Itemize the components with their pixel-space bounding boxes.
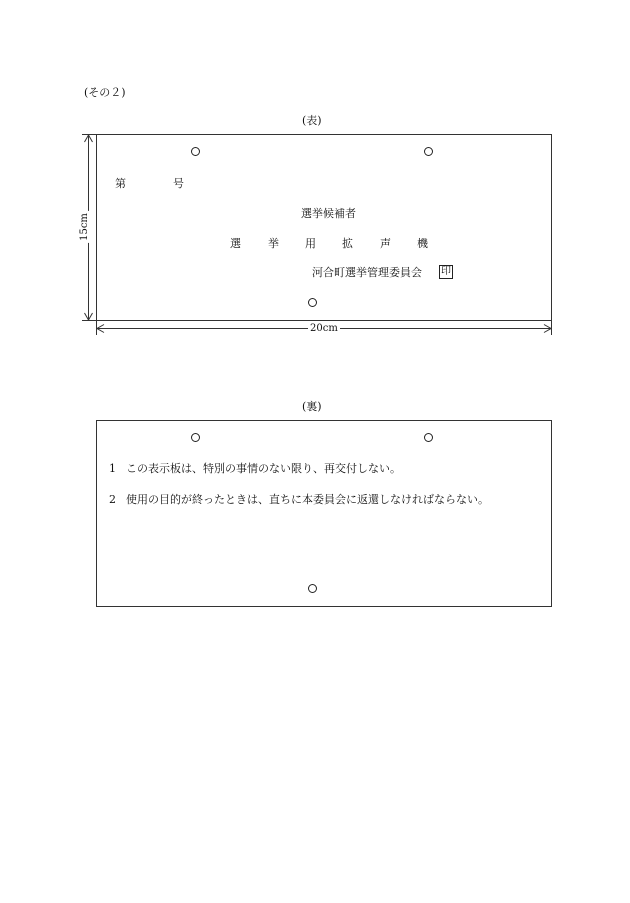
arrow-left-icon bbox=[97, 324, 105, 333]
number-prefix: 第 bbox=[115, 177, 126, 190]
candidate-label: 選挙候補者 bbox=[301, 207, 356, 220]
height-ext-bottom bbox=[82, 320, 96, 321]
title-char: 挙 bbox=[268, 237, 279, 250]
note-number: 2 bbox=[109, 493, 116, 506]
title-char: 拡 bbox=[342, 237, 353, 250]
back-board bbox=[96, 420, 552, 607]
height-dim-label: 15cm bbox=[78, 213, 90, 241]
width-dim-label: 20cm bbox=[310, 323, 338, 334]
number-suffix: 号 bbox=[173, 177, 184, 190]
arrow-right-icon bbox=[543, 324, 551, 333]
note-text: この表示板は、特別の事情のない限り、再交付しない。 bbox=[126, 462, 401, 475]
title-char: 機 bbox=[417, 237, 428, 250]
official-seal: 印 bbox=[441, 266, 451, 277]
back-label: (裏) bbox=[302, 400, 322, 413]
note-text: 使用の目的が終ったときは、直ちに本委員会に返還しなければならない。 bbox=[126, 493, 489, 506]
title-char: 声 bbox=[380, 237, 391, 250]
title-char: 用 bbox=[305, 237, 316, 250]
mounting-hole-top-left bbox=[191, 147, 200, 156]
note-number: 1 bbox=[109, 462, 116, 475]
mounting-hole-top-right bbox=[424, 433, 433, 442]
arrow-down-icon bbox=[84, 312, 93, 320]
mounting-hole-top-right bbox=[424, 147, 433, 156]
title-char: 選 bbox=[230, 237, 241, 250]
mounting-hole-bottom-center bbox=[308, 298, 317, 307]
front-board bbox=[96, 134, 552, 321]
page-heading: (その２) bbox=[84, 86, 126, 99]
mounting-hole-bottom-center bbox=[308, 584, 317, 593]
front-label: (表) bbox=[302, 114, 322, 127]
arrow-up-icon bbox=[84, 135, 93, 143]
mounting-hole-top-left bbox=[191, 433, 200, 442]
width-ext-right bbox=[551, 321, 552, 335]
issuer-name: 河合町選挙管理委員会 bbox=[312, 266, 422, 279]
